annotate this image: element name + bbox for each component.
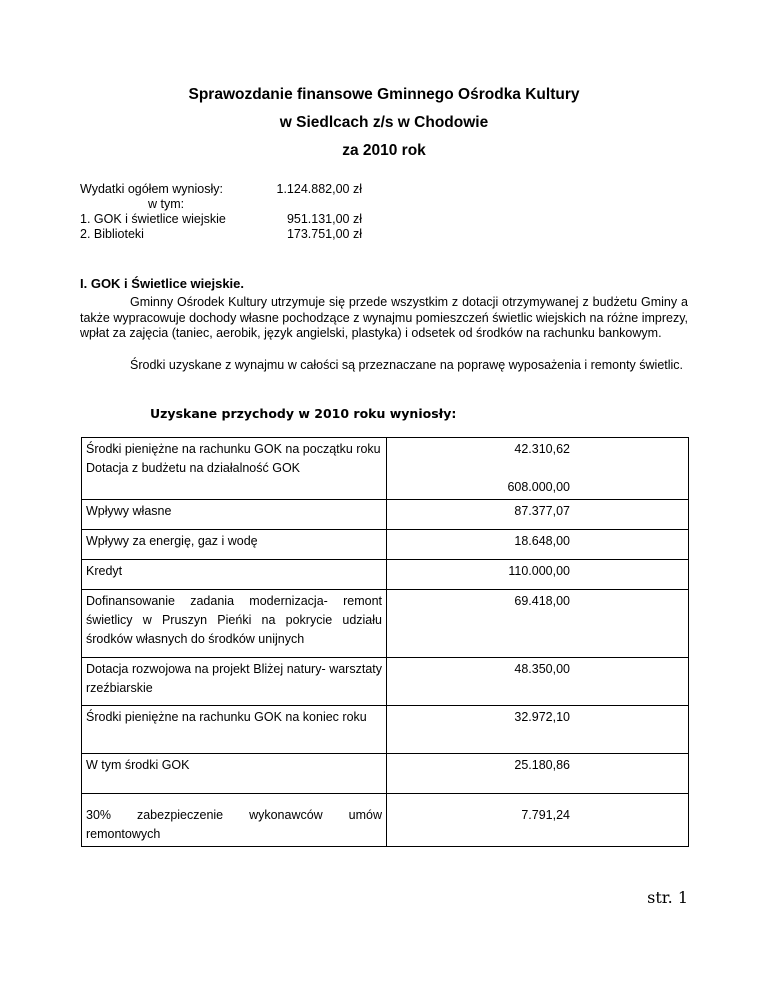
summary-item-value: 173.751,00 zł bbox=[286, 227, 362, 241]
table-row bbox=[82, 794, 689, 847]
revenue-table bbox=[81, 437, 689, 847]
paragraph-text: Środki uzyskane z wynajmu w całości są przeznaczane na poprawę wyposażenia i remonty świetlic. bbox=[130, 358, 684, 372]
table-cell-label bbox=[82, 438, 387, 500]
expense-summary bbox=[80, 182, 362, 242]
row-label: 30% zabezpieczenie wykonawców umów remontowych bbox=[82, 794, 387, 847]
section-heading: I. GOK i Świetlice wiejskie. bbox=[80, 276, 245, 291]
row-value: 110.000,00 bbox=[387, 560, 689, 590]
revenue-heading: Uzyskane przychody w 2010 roku wyniosły: bbox=[150, 406, 457, 421]
table-row bbox=[82, 530, 689, 560]
row-value: 48.350,00 bbox=[387, 658, 689, 706]
summary-item-label: 2. Biblioteki bbox=[80, 227, 144, 241]
row-value: 18.648,00 bbox=[387, 530, 689, 560]
row-label: Kredyt bbox=[82, 560, 387, 590]
summary-item-value: 951.131,00 zł bbox=[286, 212, 362, 226]
row-label: Dotacja rozwojowa na projekt Bliżej natury- warsztaty rzeźbiarskie bbox=[82, 658, 387, 706]
row-value: 32.972,10 bbox=[387, 706, 689, 754]
document-title: Sprawozdanie finansowe Gminnego Ośrodka Kultury bbox=[188, 86, 580, 103]
row-label: Dofinansowanie zadania modernizacja- remont świetlicy w Pruszyn Pieńki na pokrycie udziału środków własnych do środków unijnych bbox=[82, 590, 387, 658]
table-row bbox=[82, 590, 689, 658]
paragraph-text: Gminny Ośrodek Kultury utrzymuje się przede wszystkim z dotacji otrzymywanej z budżetu Gminy a także wypracowuje dochody własne pochodzące z wynajmu pomieszczeń świetlic wiejskich na różne imprezy, wpłat za zajęcia (taniec, aerobik, język angielski, plastyka) i odsetek od środków na rachunku bankowym. bbox=[80, 295, 688, 340]
row-label: Wpływy własne bbox=[82, 500, 387, 530]
row-value: 87.377,07 bbox=[387, 500, 689, 530]
row-value: 608.000,00 bbox=[507, 480, 570, 494]
paragraph bbox=[80, 358, 688, 374]
row-label: Środki pieniężne na rachunku GOK na koniec roku bbox=[82, 706, 387, 754]
table-row bbox=[82, 754, 689, 794]
in-that-label: w tym: bbox=[148, 197, 185, 211]
row-label: Dotacja z budżetu na działalność GOK bbox=[86, 461, 301, 475]
row-value: 25.180,86 bbox=[387, 754, 689, 794]
row-value: 7.791,24 bbox=[387, 794, 689, 847]
summary-item-label: 1. GOK i świetlice wiejskie bbox=[80, 212, 226, 226]
table-row bbox=[82, 560, 689, 590]
table-row bbox=[82, 706, 689, 754]
document-year: za 2010 rok bbox=[342, 142, 426, 159]
table-row bbox=[82, 438, 689, 500]
row-value: 69.418,00 bbox=[387, 590, 689, 658]
document-subtitle: w Siedlcach z/s w Chodowie bbox=[279, 114, 489, 131]
table-row bbox=[82, 500, 689, 530]
page-number: str. 1 bbox=[647, 888, 688, 907]
table-row bbox=[82, 658, 689, 706]
total-label: Wydatki ogółem wyniosły: bbox=[80, 182, 223, 196]
row-value: 42.310,62 bbox=[514, 442, 570, 456]
row-label: Środki pieniężne na rachunku GOK na początku roku bbox=[86, 442, 381, 456]
table-cell-value bbox=[387, 438, 689, 500]
row-label: Wpływy za energię, gaz i wodę bbox=[82, 530, 387, 560]
paragraph bbox=[80, 295, 688, 342]
total-value: 1.124.882,00 zł bbox=[276, 182, 362, 196]
row-label: W tym środki GOK bbox=[82, 754, 387, 794]
